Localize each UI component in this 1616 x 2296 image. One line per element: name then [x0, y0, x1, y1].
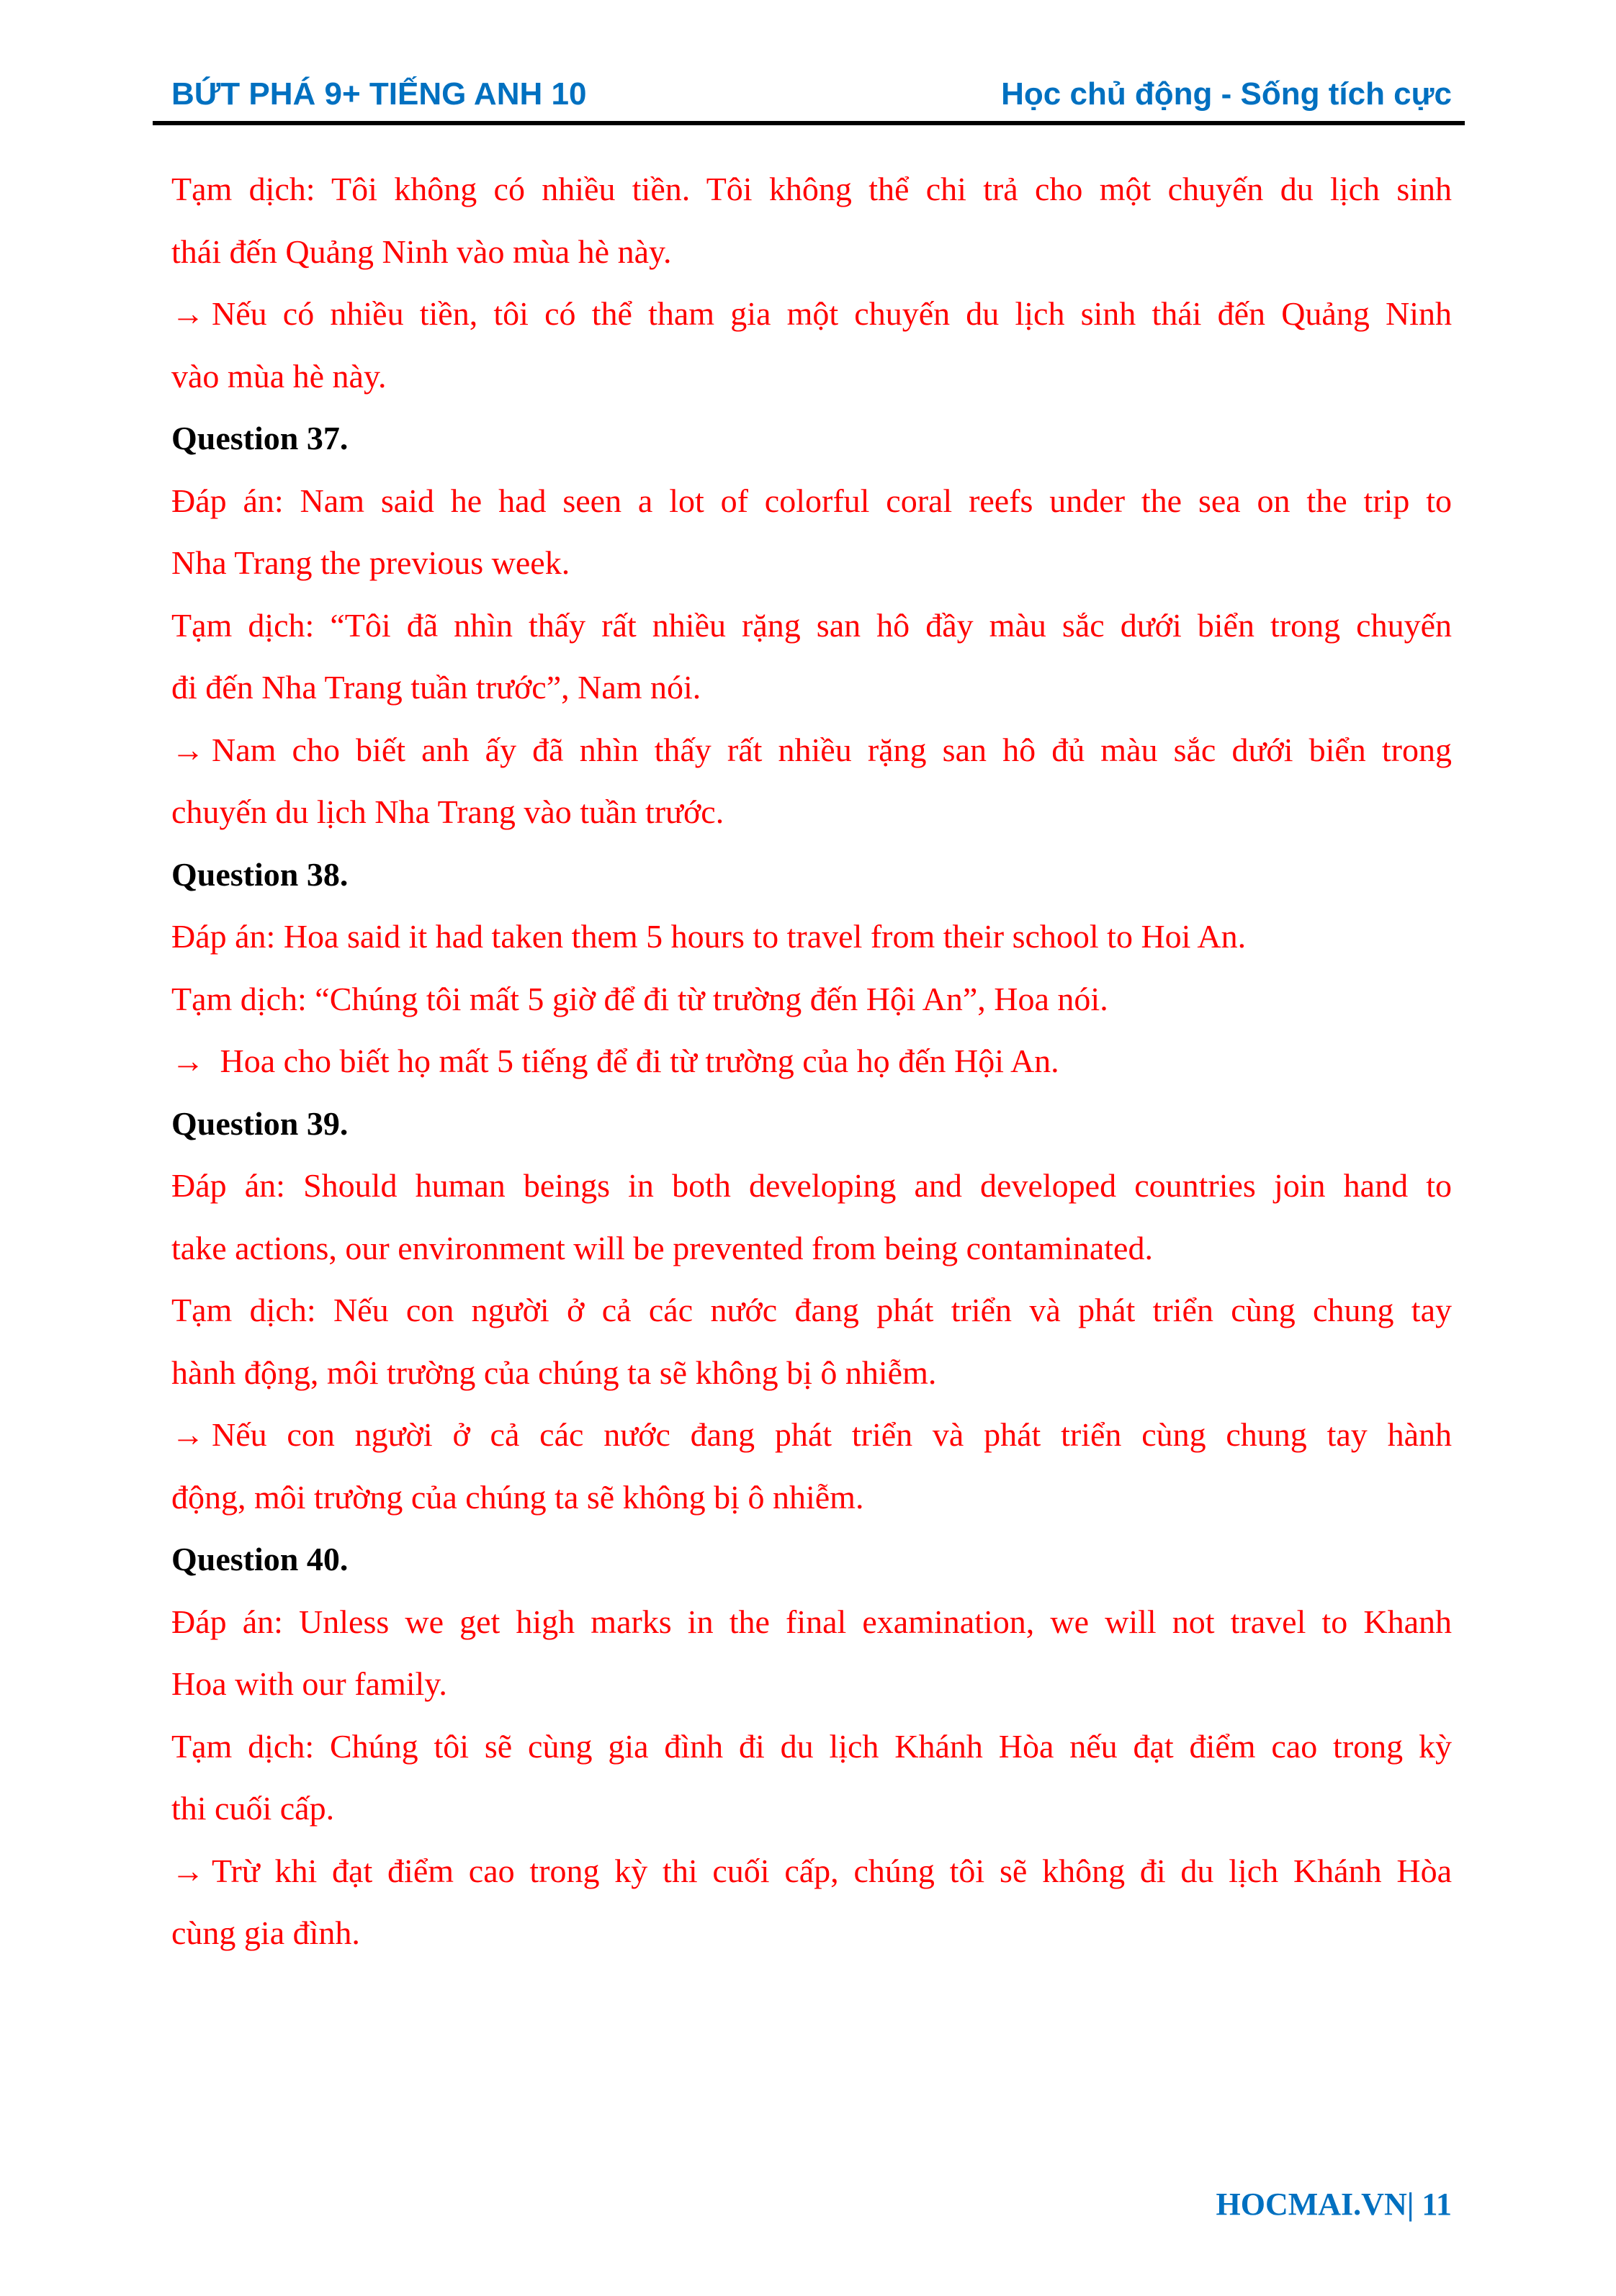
question-heading: Question 37.	[171, 420, 349, 456]
answer-line: chuyến du lịch Nha Trang vào tuần trước.	[171, 793, 724, 830]
answer-line: take actions, our environment will be prevented from being contaminated.	[171, 1229, 1153, 1266]
conclusion-text: Trừ khi đạt điểm cao trong kỳ thi cuối cấp, chúng tôi sẽ không đi du lịch Khánh Hòa	[212, 1852, 1452, 1889]
arrow-right-icon: →	[171, 731, 205, 768]
answer-line: hành động, môi trường của chúng ta sẽ không bị ô nhiễm.	[171, 1354, 937, 1391]
conclusion-line	[171, 719, 1452, 782]
conclusion-text: Nếu có nhiều tiền, tôi có thể tham gia một chuyến du lịch sinh thái đến Quảng Ninh	[212, 295, 1452, 332]
question-heading: Question 39.	[171, 1104, 349, 1142]
page-header	[171, 72, 1452, 117]
answer-line: Tạm dịch: Nếu con người ở cả các nước đang phát triển và phát triển cùng chung tay	[171, 1292, 1452, 1328]
answer-line: Đáp án: Unless we get high marks in the final examination, we will not travel to Khanh	[171, 1603, 1452, 1640]
conclusion-line	[171, 1840, 1452, 1903]
answer-line: Đáp án: Nam said he had seen a lot of colorful coral reefs under the sea on the trip to	[171, 482, 1452, 519]
page-number: 11	[1422, 2187, 1452, 2222]
conclusion-line	[171, 1030, 1452, 1093]
page-footer	[1216, 2186, 1452, 2223]
arrow-right-icon: →	[171, 1852, 205, 1889]
answer-line: Đáp án: Should human beings in both developing and developed countries join hand to	[171, 1167, 1452, 1204]
conclusion-text: Hoa cho biết họ mất 5 tiếng để đi từ trường của họ đến Hội An.	[212, 1043, 1059, 1079]
answer-line: động, môi trường của chúng ta sẽ không bị ô nhiễm.	[171, 1478, 864, 1516]
footer-site: HOCMAI.VN	[1216, 2187, 1407, 2222]
answer-line: Tạm dịch: Tôi không có nhiều tiền. Tôi không thể chi trả cho một chuyến du lịch sinh	[171, 171, 1452, 207]
conclusion-line	[171, 283, 1452, 346]
conclusion-line	[171, 1404, 1452, 1467]
answer-line: thái đến Quảng Ninh vào mùa hè này.	[171, 233, 672, 270]
document-title: BỨT PHÁ 9+ TIẾNG ANH 10	[171, 76, 587, 112]
answer-line: Hoa with our family.	[171, 1665, 447, 1702]
answer-line: Tạm dịch: “Tôi đã nhìn thấy rất nhiều rặng san hô đầy màu sắc dưới biển trong chuyến	[171, 606, 1452, 644]
question-heading: Question 40.	[171, 1541, 349, 1577]
footer-separator: |	[1406, 2187, 1414, 2222]
arrow-right-icon: →	[171, 295, 205, 332]
answer-line: Tạm dịch: Chúng tôi sẽ cùng gia đình đi du lịch Khánh Hòa nếu đạt điểm cao trong kỳ	[171, 1727, 1452, 1765]
header-divider	[153, 121, 1465, 125]
document-slogan: Học chủ động - Sống tích cực	[1001, 76, 1452, 112]
arrow-right-icon: →	[171, 1416, 205, 1453]
conclusion-text: Nam cho biết anh ấy đã nhìn thấy rất nhiều rặng san hô đủ màu sắc dưới biển trong	[212, 731, 1452, 768]
answer-line: thi cuối cấp.	[171, 1790, 335, 1827]
answer-line: vào mùa hè này.	[171, 357, 387, 395]
answer-line: đi đến Nha Trang tuần trước”, Nam nói.	[171, 669, 701, 706]
answer-line: cùng gia đình.	[171, 1914, 360, 1951]
answer-line: Nha Trang the previous week.	[171, 544, 570, 581]
question-heading: Question 38.	[171, 855, 349, 893]
conclusion-text: Nếu con người ở cả các nước đang phát triển và phát triển cùng chung tay hành	[212, 1416, 1452, 1453]
answer-line: Đáp án: Hoa said it had taken them 5 hours to travel from their school to Hoi An.	[171, 918, 1247, 955]
answer-line: Tạm dịch: “Chúng tôi mất 5 giờ để đi từ trường đến Hội An”, Hoa nói.	[171, 980, 1108, 1017]
arrow-right-icon: →	[171, 1043, 205, 1079]
document-body	[171, 158, 1452, 1965]
